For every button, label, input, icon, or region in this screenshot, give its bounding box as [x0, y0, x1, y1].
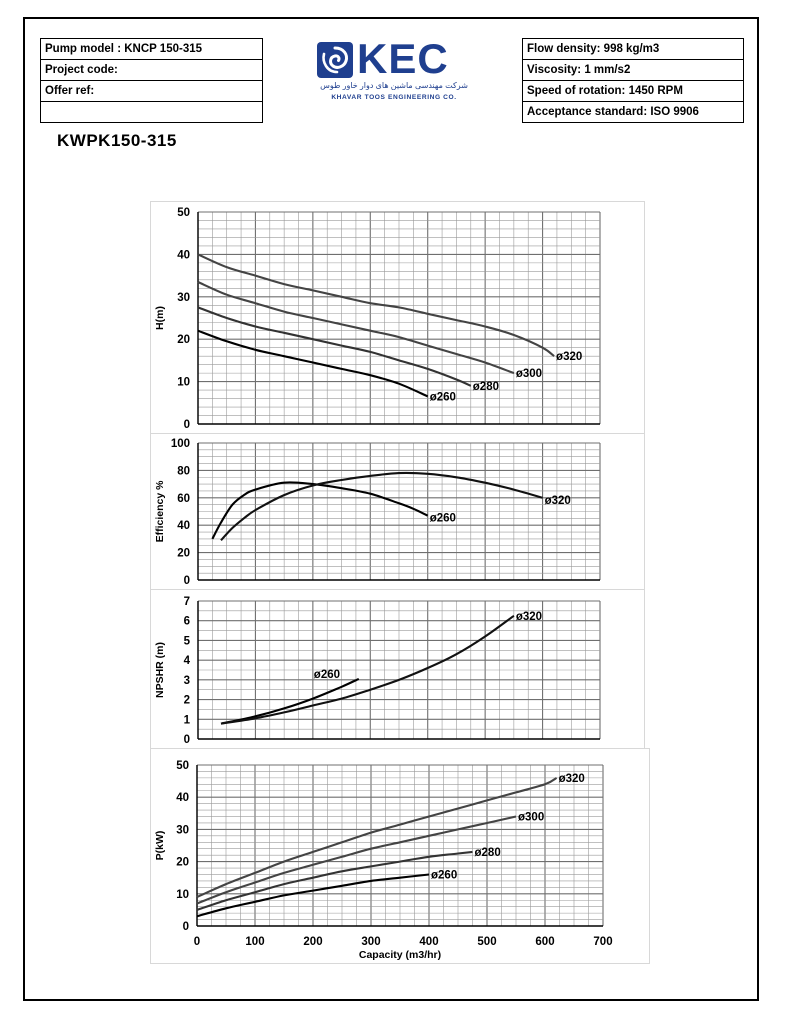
y-axis-label: H(m): [154, 306, 166, 330]
power-chart-panel: [150, 748, 650, 964]
y-tick-label: 20: [176, 856, 189, 869]
x-tick-label: 100: [245, 936, 265, 948]
y-axis-label: Efficiency %: [154, 480, 166, 543]
y-tick-label: 30: [177, 291, 190, 304]
efficiency-chart: [151, 434, 644, 589]
y-tick-label: 80: [177, 465, 190, 478]
series-line-d320: [221, 616, 514, 724]
series-label: ø260: [429, 512, 456, 525]
y-tick-label: 50: [176, 760, 189, 772]
series-label: ø300: [518, 811, 545, 824]
y-tick-label: 0: [183, 419, 190, 431]
acceptance-standard-cell: Acceptance standard: ISO 9906: [523, 102, 744, 123]
x-tick-label: 500: [477, 936, 497, 948]
series-line-d260: [221, 679, 359, 724]
head-grid: [198, 212, 600, 424]
flow-density-cell: Flow density: 998 kg/m3: [523, 39, 744, 60]
table-row: [523, 102, 744, 123]
x-tick-label: 400: [419, 936, 439, 948]
npshr-chart-panel: [150, 589, 645, 749]
pump-model-cell: Pump model : KNCP 150-315: [41, 39, 263, 60]
table-row: [523, 81, 744, 102]
y-tick-label: 5: [183, 635, 190, 648]
y-tick-label: 40: [176, 792, 189, 805]
table-row: [41, 39, 263, 60]
persian-company-name: شرکت مهندسی ماشین های دوار خاور طوس: [320, 81, 468, 90]
table-row: [523, 39, 744, 60]
y-tick-label: 0: [183, 734, 190, 746]
table-row: [523, 60, 744, 81]
y-tick-label: 10: [176, 888, 189, 901]
series-label: ø260: [431, 869, 458, 882]
power-chart: [151, 749, 649, 963]
series-line-d320: [221, 473, 543, 540]
blank-cell: [41, 102, 263, 123]
efficiency-grid: [198, 443, 600, 580]
series-label: ø280: [474, 846, 501, 859]
npshr-chart: [151, 590, 644, 748]
y-tick-label: 50: [177, 207, 190, 219]
fluid-conditions-table: [522, 38, 744, 123]
y-tick-label: 20: [177, 334, 190, 347]
y-tick-label: 6: [183, 615, 190, 628]
y-tick-label: 3: [183, 674, 190, 687]
y-tick-label: 60: [177, 492, 190, 505]
english-company-name: KHAVAR TOOS ENGINEERING CO.: [331, 94, 457, 101]
x-tick-label: 200: [303, 936, 323, 948]
table-row: [41, 102, 263, 123]
head-chart: [151, 202, 644, 433]
y-tick-label: 20: [177, 547, 190, 560]
head-chart-panel: [150, 201, 645, 434]
x-tick-label: 0: [193, 936, 201, 948]
series-label: ø320: [556, 351, 583, 364]
y-tick-label: 40: [177, 520, 190, 533]
y-tick-label: 0: [183, 575, 190, 587]
y-axis-label: NPSHR (m): [154, 641, 166, 699]
rotation-speed-cell: Speed of rotation: 1450 RPM: [523, 81, 744, 102]
series-label: ø260: [429, 391, 456, 404]
page-title: KWPK150-315: [57, 131, 177, 150]
company-logo: [315, 35, 475, 105]
x-tick-label: 600: [535, 936, 555, 948]
y-tick-label: 1: [183, 714, 190, 727]
offer-ref-cell: Offer ref:: [41, 81, 263, 102]
table-row: [41, 60, 263, 81]
series-label: ø320: [544, 494, 571, 507]
series-label: ø300: [515, 368, 543, 381]
y-tick-label: 7: [183, 596, 190, 608]
y-tick-label: 100: [170, 438, 190, 450]
pump-info-table: [40, 38, 263, 123]
project-code-cell: Project code:: [41, 60, 263, 81]
y-tick-label: 40: [177, 249, 190, 262]
y-tick-label: 2: [183, 694, 190, 707]
x-axis-label: Capacity (m3/hr): [358, 949, 442, 961]
table-row: [41, 81, 263, 102]
y-axis-label: P(kW): [154, 830, 166, 861]
y-tick-label: 4: [183, 655, 190, 668]
y-tick-label: 0: [182, 921, 189, 933]
series-label: ø260: [313, 668, 341, 681]
series-label: ø280: [472, 380, 500, 393]
swirl-logo-icon: [317, 42, 353, 78]
viscosity-cell: Viscosity: 1 mm/s2: [523, 60, 744, 81]
series-label: ø320: [515, 610, 543, 623]
y-tick-label: 30: [176, 824, 189, 837]
x-tick-label: 700: [593, 936, 613, 948]
y-tick-label: 10: [177, 376, 190, 389]
efficiency-chart-panel: [150, 433, 645, 590]
series-label: ø320: [558, 772, 585, 785]
x-tick-label: 300: [361, 936, 381, 948]
brand-wordmark: KEC: [357, 35, 449, 82]
